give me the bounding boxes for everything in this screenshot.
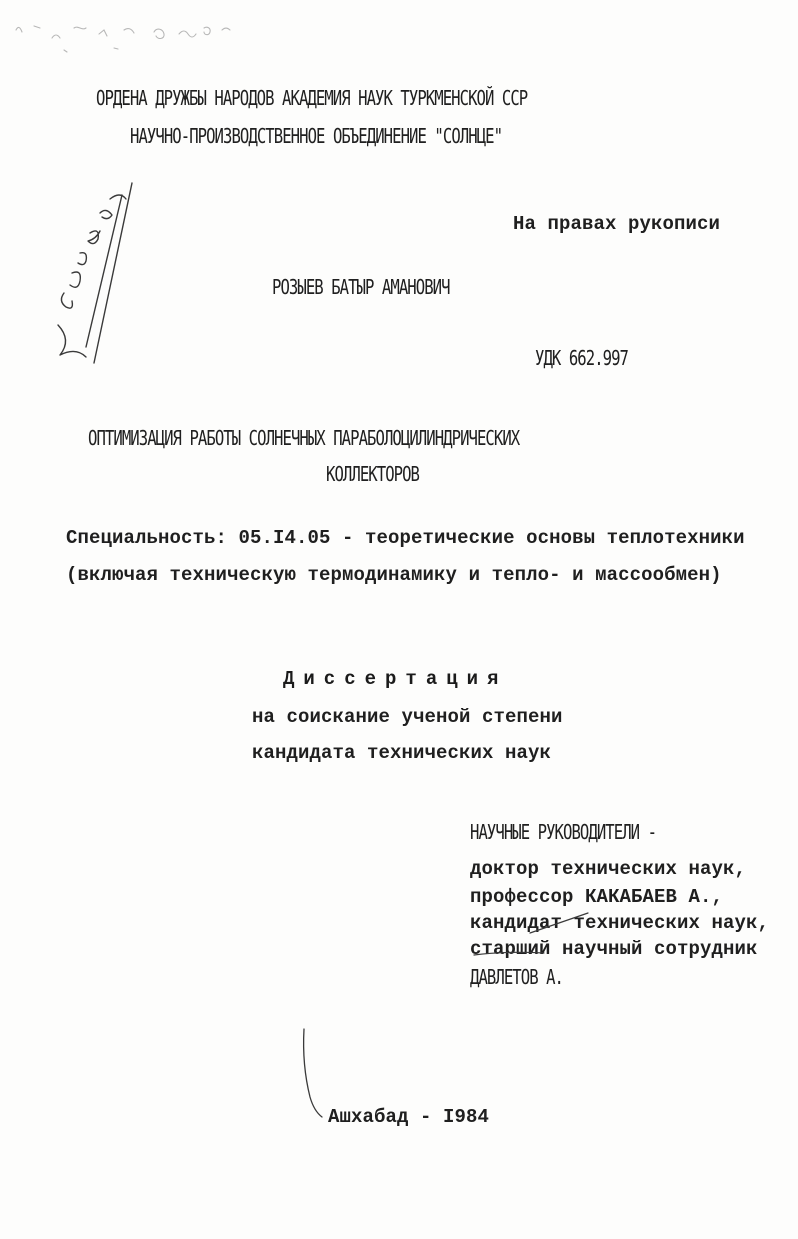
supervisor-line-2: профессор КАКАБАЕВ А.,: [470, 886, 724, 908]
specialty-line-2: (включая техническую термодинамику и тепло- и массообмен): [66, 564, 722, 586]
title-line-1: ОПТИМИЗАЦИЯ РАБОТЫ СОЛНЕЧНЫХ ПАРАБОЛОЦИЛИНДРИЧЕСКИХ: [88, 426, 520, 450]
degree-line-1: на соискание ученой степени: [252, 706, 563, 728]
institution-line-2: НАУЧНО-ПРОИЗВОДСТВЕННОЕ ОБЪЕДИНЕНИЕ "СОЛНЦЕ": [130, 124, 503, 148]
manuscript-rights: На правах рукописи: [513, 213, 721, 235]
supervisor-line-3: кандидат технических наук,: [470, 912, 770, 934]
udk-code: УДК 662.997: [535, 346, 629, 370]
city-year: Ашхабад - I984: [328, 1106, 490, 1128]
author-name: РОЗЫЕВ БАТЫР АМАНОВИЧ: [272, 275, 450, 299]
supervisor-line-1: доктор технических наук,: [470, 858, 747, 880]
specialty-line-1: Специальность: 05.I4.05 - теоретические основы теплотехники: [66, 527, 745, 549]
title-line-2: КОЛЛЕКТОРОВ: [326, 462, 420, 486]
supervisors-heading: НАУЧНЫЕ РУКОВОДИТЕЛИ -: [470, 820, 657, 844]
faint-stamp-marks: [4, 20, 254, 70]
dissertation-label: Диссертация: [283, 668, 508, 690]
supervisor-line-4: старший научный сотрудник: [470, 938, 758, 960]
institution-line-1: ОРДЕНА ДРУЖБЫ НАРОДОВ АКАДЕМИЯ НАУК ТУРКМЕНСКОЙ ССР: [96, 86, 528, 110]
handwritten-signature: [50, 175, 160, 375]
degree-line-2: кандидата технических наук: [252, 742, 552, 764]
supervisor-line-5: ДАВЛЕТОВ А.: [470, 965, 564, 989]
